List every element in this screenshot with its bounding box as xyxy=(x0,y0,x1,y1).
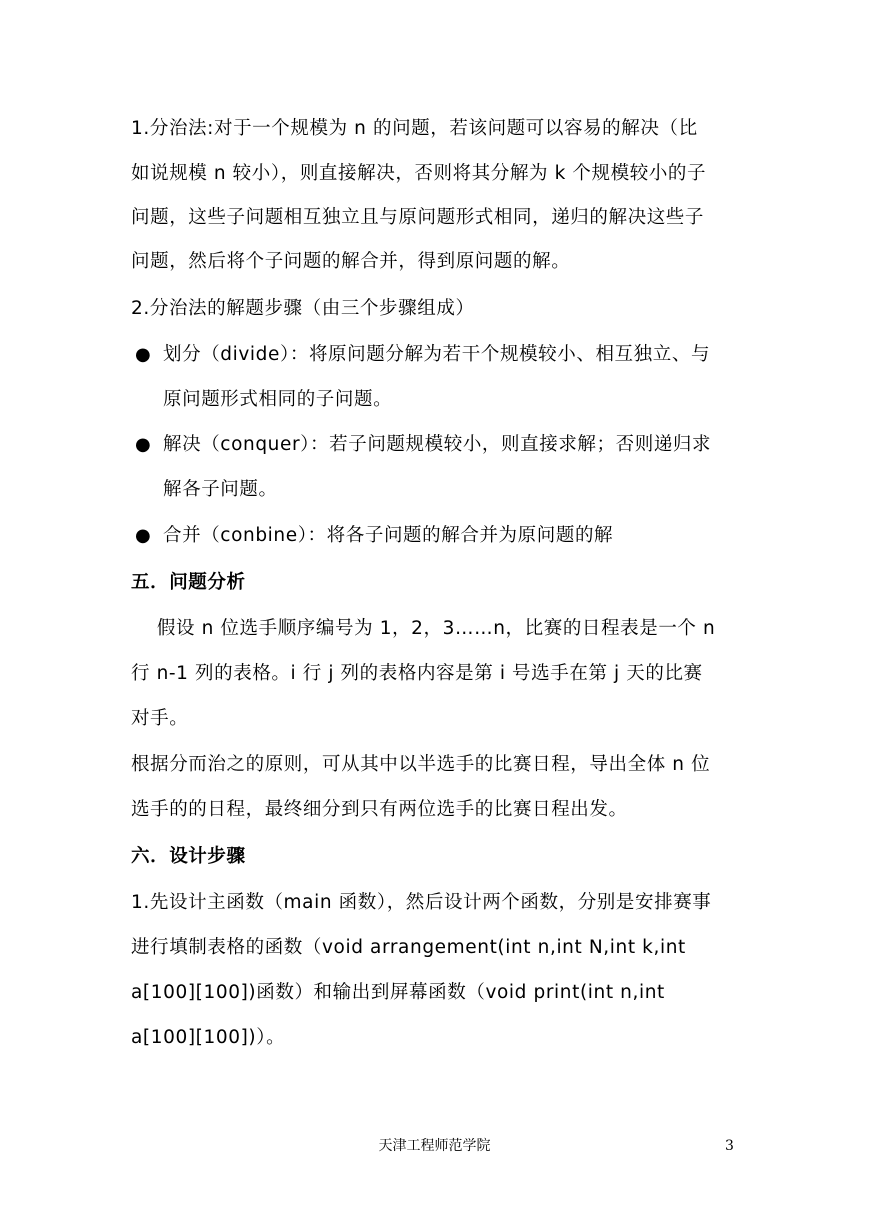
bullet-item-line: 合并（conbine）：将各子问题的解合并为原问题的解 xyxy=(163,525,614,546)
page-number: 3 xyxy=(725,1138,734,1154)
paragraph-line: 如说规模 n 较小），则直接解决，否则将其分解为 k 个规模较小的子 xyxy=(131,163,707,184)
paragraph-line: 问题，这些子问题相互独立且与原问题形式相同，递归的解决这些子 xyxy=(131,207,705,228)
paragraph-line: 问题，然后将个子问题的解合并，得到原问题的解。 xyxy=(131,251,571,272)
paragraph-line: 1.分治法:对于一个规模为 n 的问题，若该问题可以容易的解决（比 xyxy=(131,118,698,139)
paragraph-line: 进行填制表格的函数（void arrangement(int n,int N,int k,int xyxy=(131,937,686,958)
paragraph-line: 对手。 xyxy=(131,708,189,729)
bullet-item-line: 划分（divide）：将原问题分解为若干个规模较小、相互独立、与 xyxy=(163,344,711,365)
bullet-icon: ● xyxy=(135,525,151,546)
paragraph-line: a[100][100])函数）和输出到屏幕函数（void print(int n,int xyxy=(131,982,665,1003)
bullet-icon: ● xyxy=(135,434,151,455)
paragraph-line: 行 n-1 列的表格。i 行 j 列的表格内容是第 i 号选手在第 j 天的比赛 xyxy=(131,663,703,684)
paragraph-line: 假设 n 位选手顺序编号为 1，2，3……n，比赛的日程表是一个 n xyxy=(131,618,716,639)
bullet-icon: ● xyxy=(135,344,151,365)
bullet-item-line: 解各子问题。 xyxy=(163,479,278,500)
paragraph-line: 根据分而治之的原则，可从其中以半选手的比赛日程，导出全体 n 位 xyxy=(131,754,711,775)
paragraph-line: 1.先设计主函数（main 函数），然后设计两个函数，分别是安排赛事 xyxy=(131,892,712,913)
paragraph-line: a[100][100])）。 xyxy=(131,1027,286,1048)
bullet-item-line: 原问题形式相同的子问题。 xyxy=(163,389,393,410)
footer-institution: 天津工程师范学院 xyxy=(378,1138,491,1154)
bullet-item-line: 解决（conquer）：若子问题规模较小，则直接求解；否则递归求 xyxy=(163,434,712,455)
paragraph-line: 选手的的日程，最终细分到只有两位选手的比赛日程出发。 xyxy=(131,799,628,820)
section-heading: 六．设计步骤 xyxy=(131,846,246,867)
section-heading: 五．问题分析 xyxy=(131,572,246,593)
paragraph-line: 2.分治法的解题步骤（由三个步骤组成） xyxy=(131,298,475,319)
